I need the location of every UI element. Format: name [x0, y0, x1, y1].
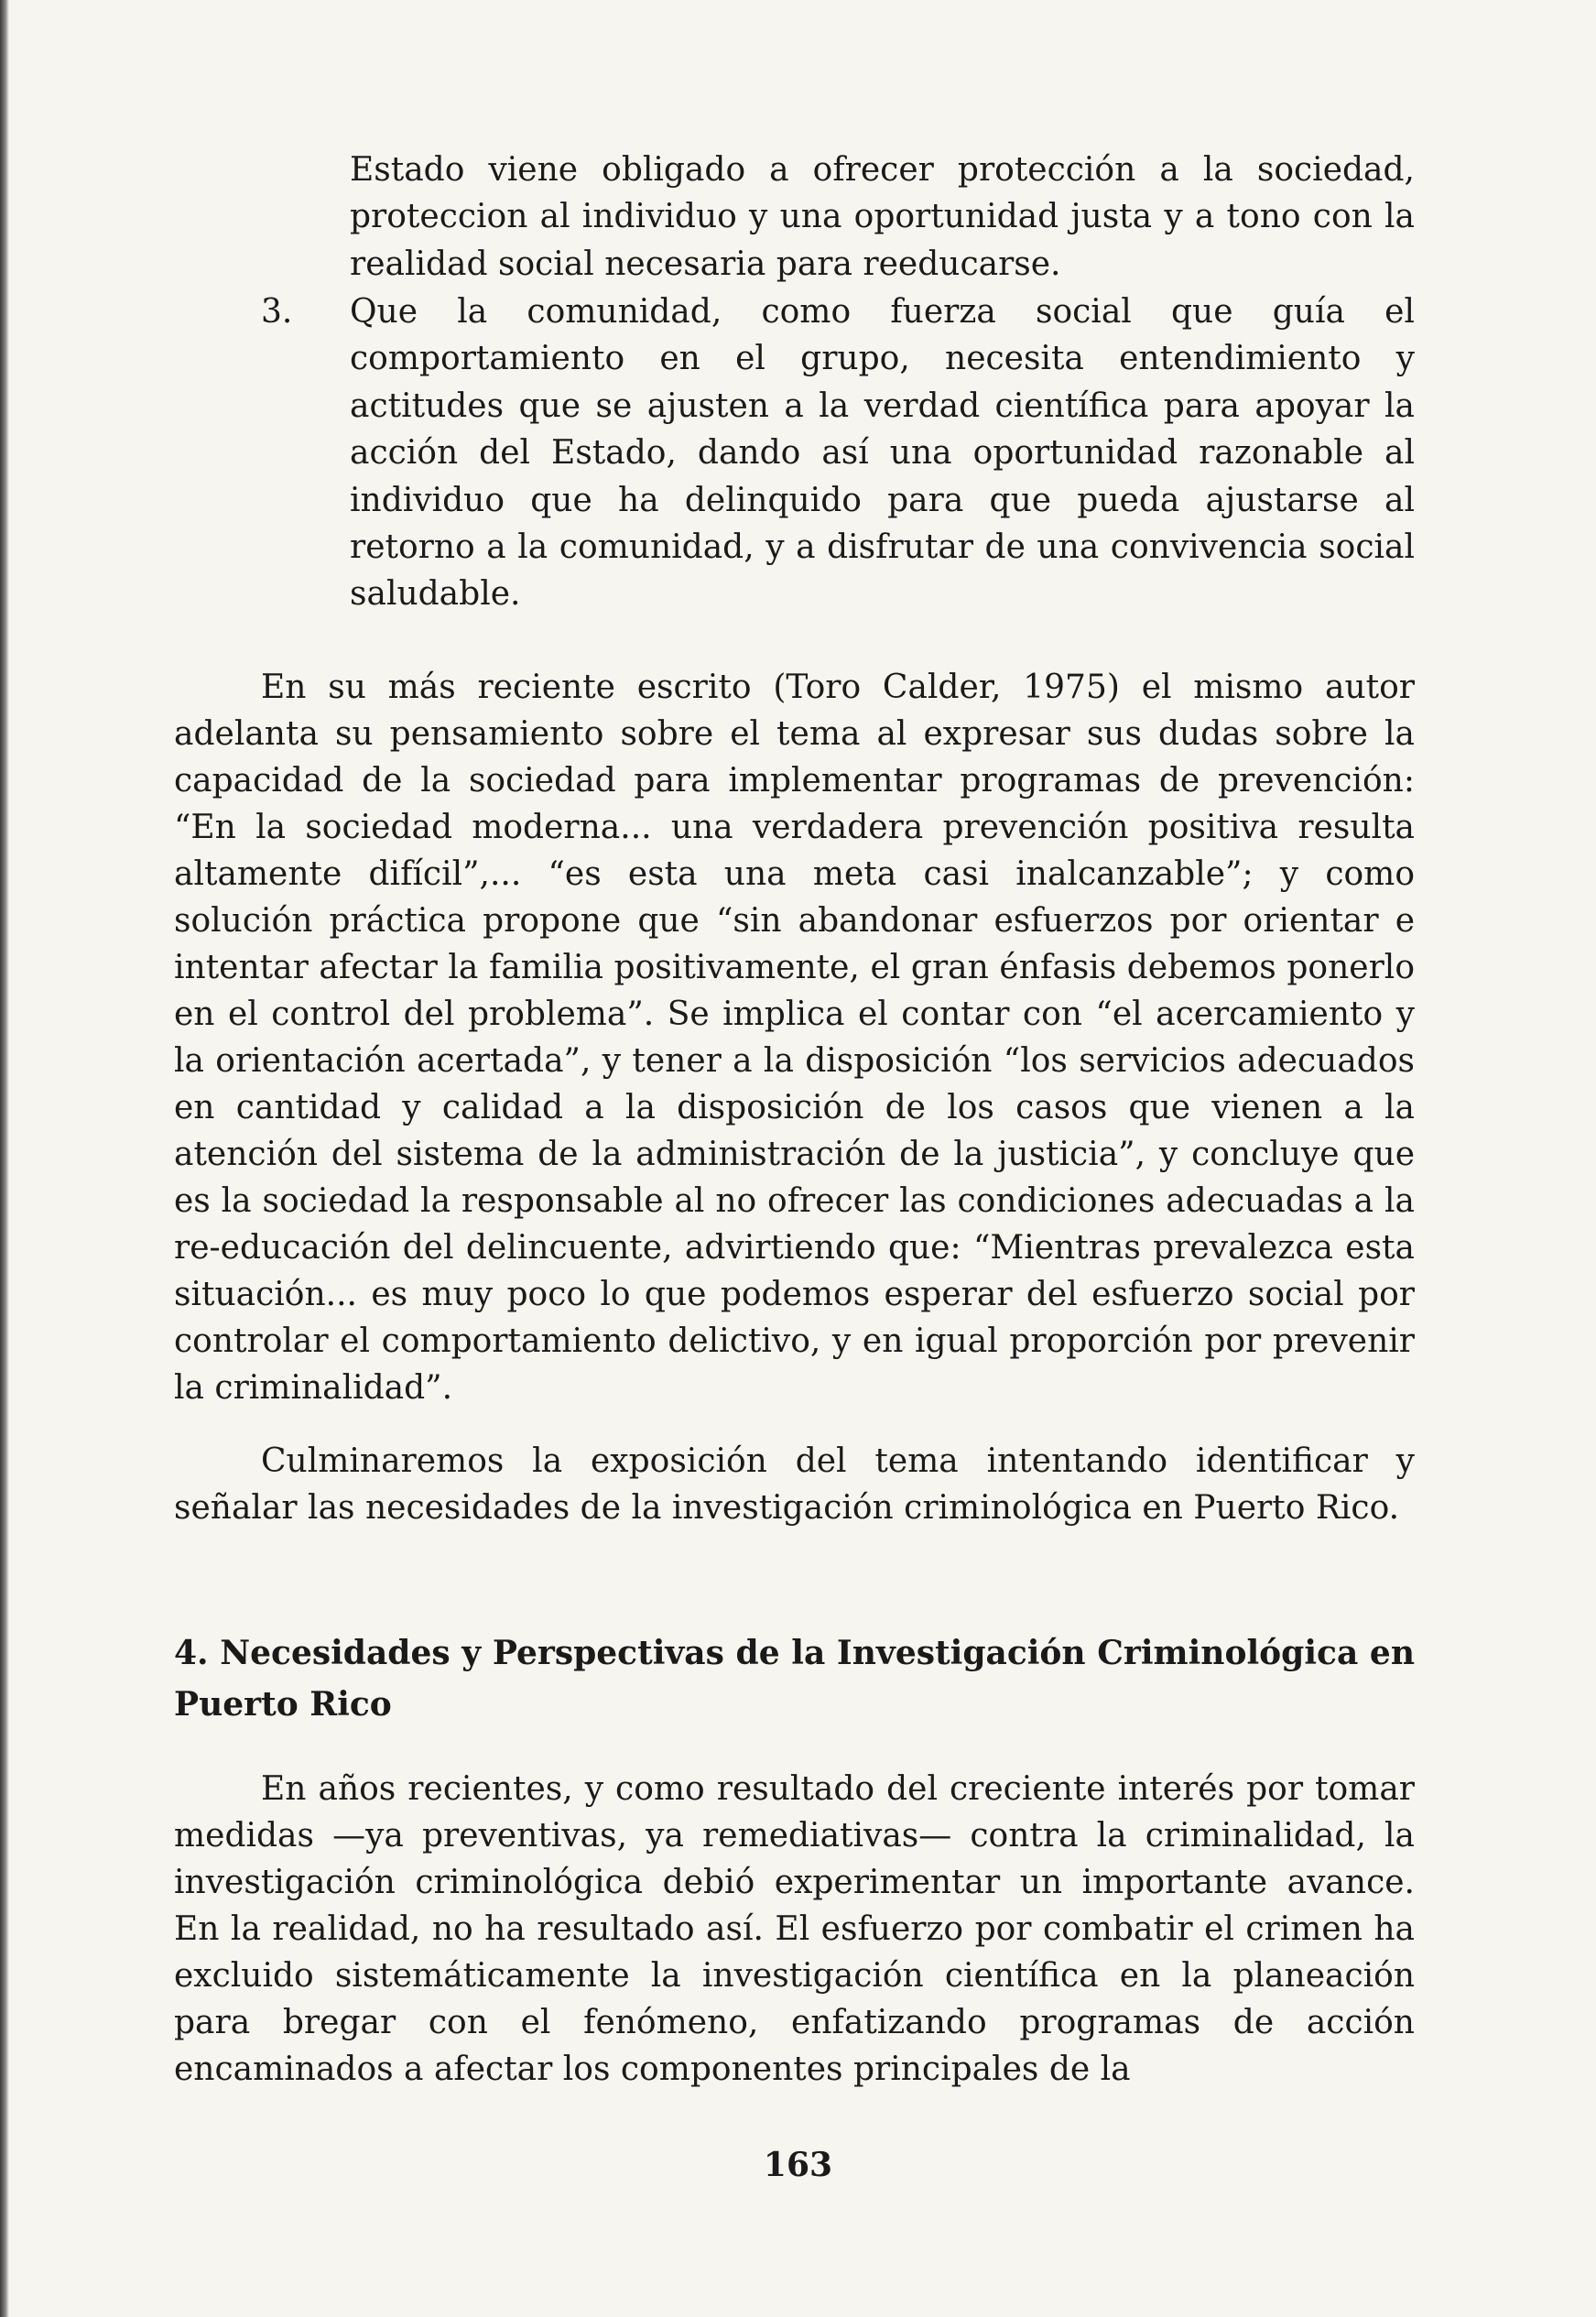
continuation-text: Estado viene obligado a ofrecer protección a la sociedad, proteccion al individuo y una oportunidad justa y a tono con la realidad social necesaria para reeducarse.	[350, 151, 1415, 283]
body-paragraph-2: Culminaremos la exposición del tema intentando identificar y señalar las necesidades de la investigación criminológica en Puerto Rico.	[174, 1442, 1415, 1527]
page-number: 163	[763, 2146, 833, 2184]
page-binding-edge	[0, 0, 9, 2317]
body-paragraph-1: En su más reciente escrito (Toro Calder, 1975) el mismo autor adelanta su pensamiento sobre el tema al expresar sus dudas sobre la capacidad de la sociedad para implementar programas de prevención: “En la sociedad moderna... una verdadera prevención positiva resulta altamente difícil”,... “es esta una meta casi inalcanzable”; y como solución práctica propone que “sin abandonar esfuerzos por orientar e intentar afectar la familia positivamente, el gran énfasis debemos ponerlo en el control del problema”. Se implica el contar con “el acercamiento y la orientación acertada”, y tener a la disposición “los servicios adecuados en cantidad y calidad a la disposición de los casos que vienen a la atención del sistema de la administración de la justicia”, y concluye que es la sociedad la responsable al no ofrecer las condiciones adecuadas a la re-educación del delincuente, advirtiendo que: “Mientras prevalezca esta situación... es muy poco lo que podemos esperar del esfuerzo social por controlar el comportamiento delictivo, y en igual proporción por prevenir la criminalidad”.	[174, 669, 1415, 1407]
list-item-text: Que la comunidad, como fuerza social que guía el comportamiento en el grupo, necesita entendimiento y actitudes que se ajusten a la verdad científica para apoyar la acción del Estado, dando así una oportunidad razonable al individuo que ha delinquido para que pueda ajustarse al retorno a la comunidad, y a disfrutar de una convivencia social saludable.	[350, 293, 1415, 614]
list-item-number: 3.	[261, 293, 293, 331]
body-paragraph-3: En años recientes, y como resultado del creciente interés por tomar medidas —ya preventivas, ya remediativas— contra la criminalidad, la investigación criminológica debió experimentar un importante avance. En la realidad, no ha resultado así. El esfuerzo por combatir el crimen ha excluido sistemáticamente la investigación científica en la planeación para bregar con el fenómeno, enfatizando programas de acción encaminados a afectar los componentes principales de la	[174, 1770, 1415, 2088]
section-heading: 4. Necesidades y Perspectivas de la Investigación Criminológica en Puerto Rico	[174, 1634, 1415, 1724]
